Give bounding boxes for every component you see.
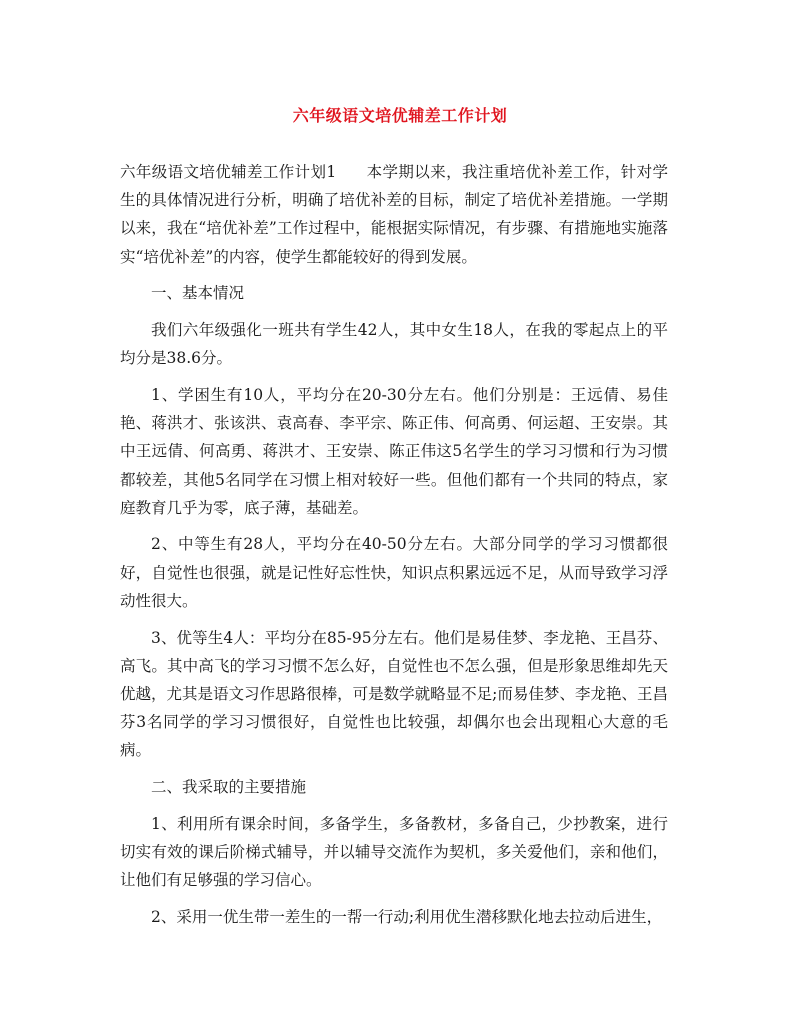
paragraph-average-students: 2、中等生有28人，平均分在40-50分左右。大部分同学的学习习惯都很好，自觉性也很强，就是记性好忘性快，知识点积累远远不足，从而导致学习浮动性很大。 (120, 535, 668, 610)
paragraph-measure-2: 2、采用一优生带一差生的一帮一行动;利用优生潜移默化地去拉动后进生， (151, 907, 663, 926)
document-title: 六年级语文培优辅差工作计划 (292, 106, 508, 125)
section-heading-measures: 二、我采取的主要措施 (151, 778, 307, 797)
intro-paragraph (120, 158, 668, 271)
intro-text: 本学期以来，我注重培优补差工作，针对学生的具体情况进行分析，明确了培优补差的目标，制定了培优补差措施。一学期以来，我在“培优补差”工作过程中，能根据实际情况，有步骤、有措施地实施落实“培优补差”的内容，使学生都能较好的得到发展。 (120, 163, 668, 266)
intro-heading: 六年级语文培优辅差工作计划1 (120, 163, 337, 181)
paragraph-class-overview: 我们六年级强化一班共有学生42人，其中女生18人，在我的零起点上的平均分是38.6分。 (120, 321, 668, 368)
paragraph-top-students: 3、优等生4人：平均分在85-95分左右。他们是易佳梦、李龙艳、王昌芬、高飞。其中高飞的学习习惯不怎么好，自觉性也不怎么强，但是形象思维却先天优越，尤其是语文习作思路很棒，可是数学就略显不足;而易佳梦、李龙艳、王昌芬3名同学的学习习惯很好，自觉性也比较强，却偶尔也会出现粗心大意的毛病。 (120, 628, 668, 760)
paragraph-struggling-students: 1、学困生有10人，平均分在20-30分左右。他们分别是：王远倩、易佳艳、蒋洪才、张该洪、袁高春、李平宗、陈正伟、何高勇、何运超、王安崇。其中王远倩、何高勇、蒋洪才、王安崇、陈正伟这5名学生的学习习惯和行为习惯都较差，其他5名同学在习惯上相对较好一些。但他们都有一个共同的特点，家庭教育几乎为零，底子薄，基础差。 (120, 385, 668, 517)
document-body (120, 158, 668, 940)
paragraph-measure-1: 1、利用所有课余时间，多备学生，多备教材，多备自己，少抄教案，进行切实有效的课后阶梯式辅导，并以辅导交流作为契机，多关爱他们，亲和他们，让他们有足够强的学习信心。 (120, 814, 668, 890)
section-heading-basic-situation: 一、基本情况 (151, 284, 245, 303)
